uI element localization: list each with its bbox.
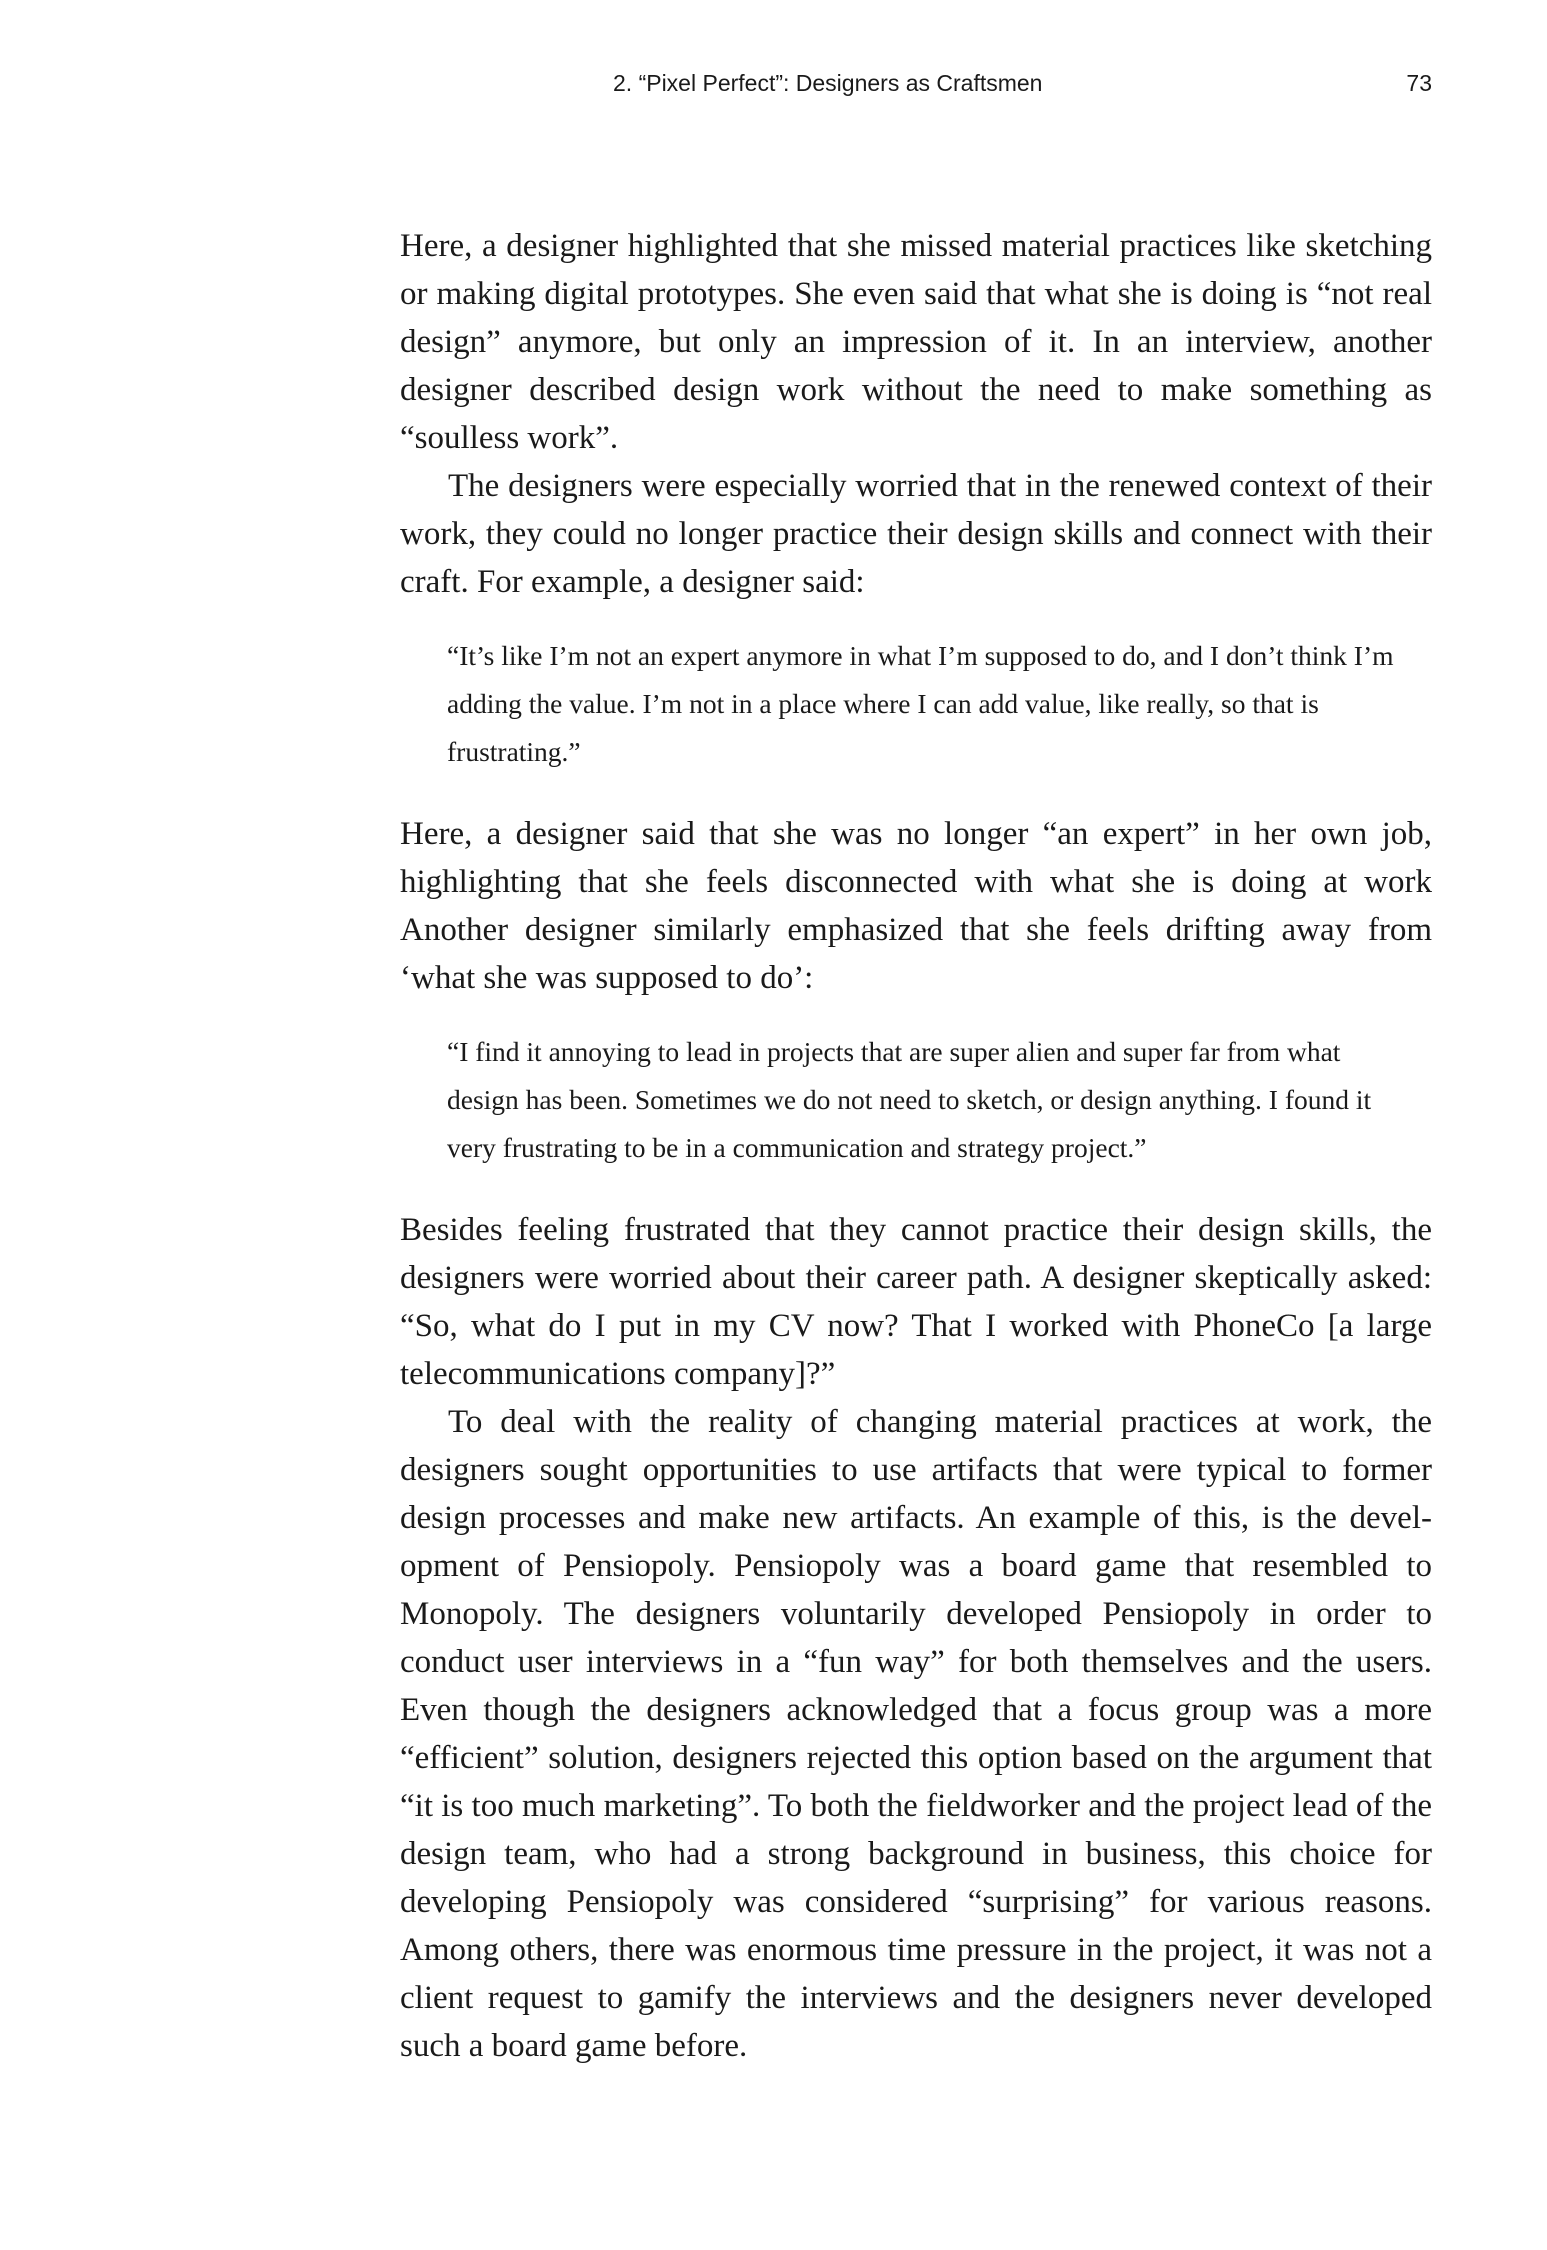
block-quote-1: “It’s like I’m not an expert anymore in what I’m supposed to do, and I don’t think I’m adding the value. I’m not in a place where I can add value, like really, so that is frustrating.”	[447, 640, 1394, 767]
paragraph-1: Here, a designer highlighted that she missed material practices like sketching or making digital prototypes. She even said that what she is doing is “not real design” anymore, but only an impression of it. In an interview, another designer described design work without the need to make something as “soulless work”.	[400, 228, 1432, 456]
paragraph-2: The designers were especially worried that in the renewed context of their work, they could no longer practice their design skills and connect with their craft. For example, a designer said:	[400, 468, 1432, 600]
chapter-title: 2. “Pixel Perfect”: Designers as Craftsmen	[613, 70, 1043, 96]
running-header	[400, 56, 1432, 116]
page-number: 73	[1406, 70, 1432, 96]
block-quote-2: “I find it annoying to lead in projects that are super alien and super far from what design has been. Sometimes we do not need to sketch, or design anything. I found it very frustrating to be in a communication and strategy project.”	[447, 1036, 1372, 1163]
paragraph-3: Here, a designer said that she was no longer “an expert” in her own job, highlighting that she feels disconnected with what she is doing at work Another designer similarly emphasized that she feels drifting away from ‘what she was supposed to do’:	[400, 816, 1432, 996]
paragraph-5: To deal with the reality of changing material practices at work, the designers sought opportunities to use artifacts that were typical to former design processes and make new artifacts. An example of this, is the development of Pensiopoly. Pensiopoly was a board game that resembled to Monopoly. The designers voluntarily developed Pensiopoly in order to conduct user interviews in a “fun way” for both themselves and the users. Even though the designers acknowledged that a focus group was a more “efficient” solution, designers rejected this option based on the argument that “it is too much marketing”. To both the fieldworker and the project lead of the design team, who had a strong background in business, this choice for developing Pensiopoly was considered “surprising” for various reasons. Among others, there was enormous time pressure in the project, it was not a client request to gamify the interviews and the designers never developed such a board game before.	[400, 1404, 1432, 2064]
body-text	[400, 222, 1432, 2070]
paragraph-4: Besides feeling frustrated that they cannot practice their design skills, the designers were worried about their career path. A designer skeptically asked: “So, what do I put in my CV now? That I worked with PhoneCo [a large telecommunications company]?”	[400, 1212, 1432, 1392]
